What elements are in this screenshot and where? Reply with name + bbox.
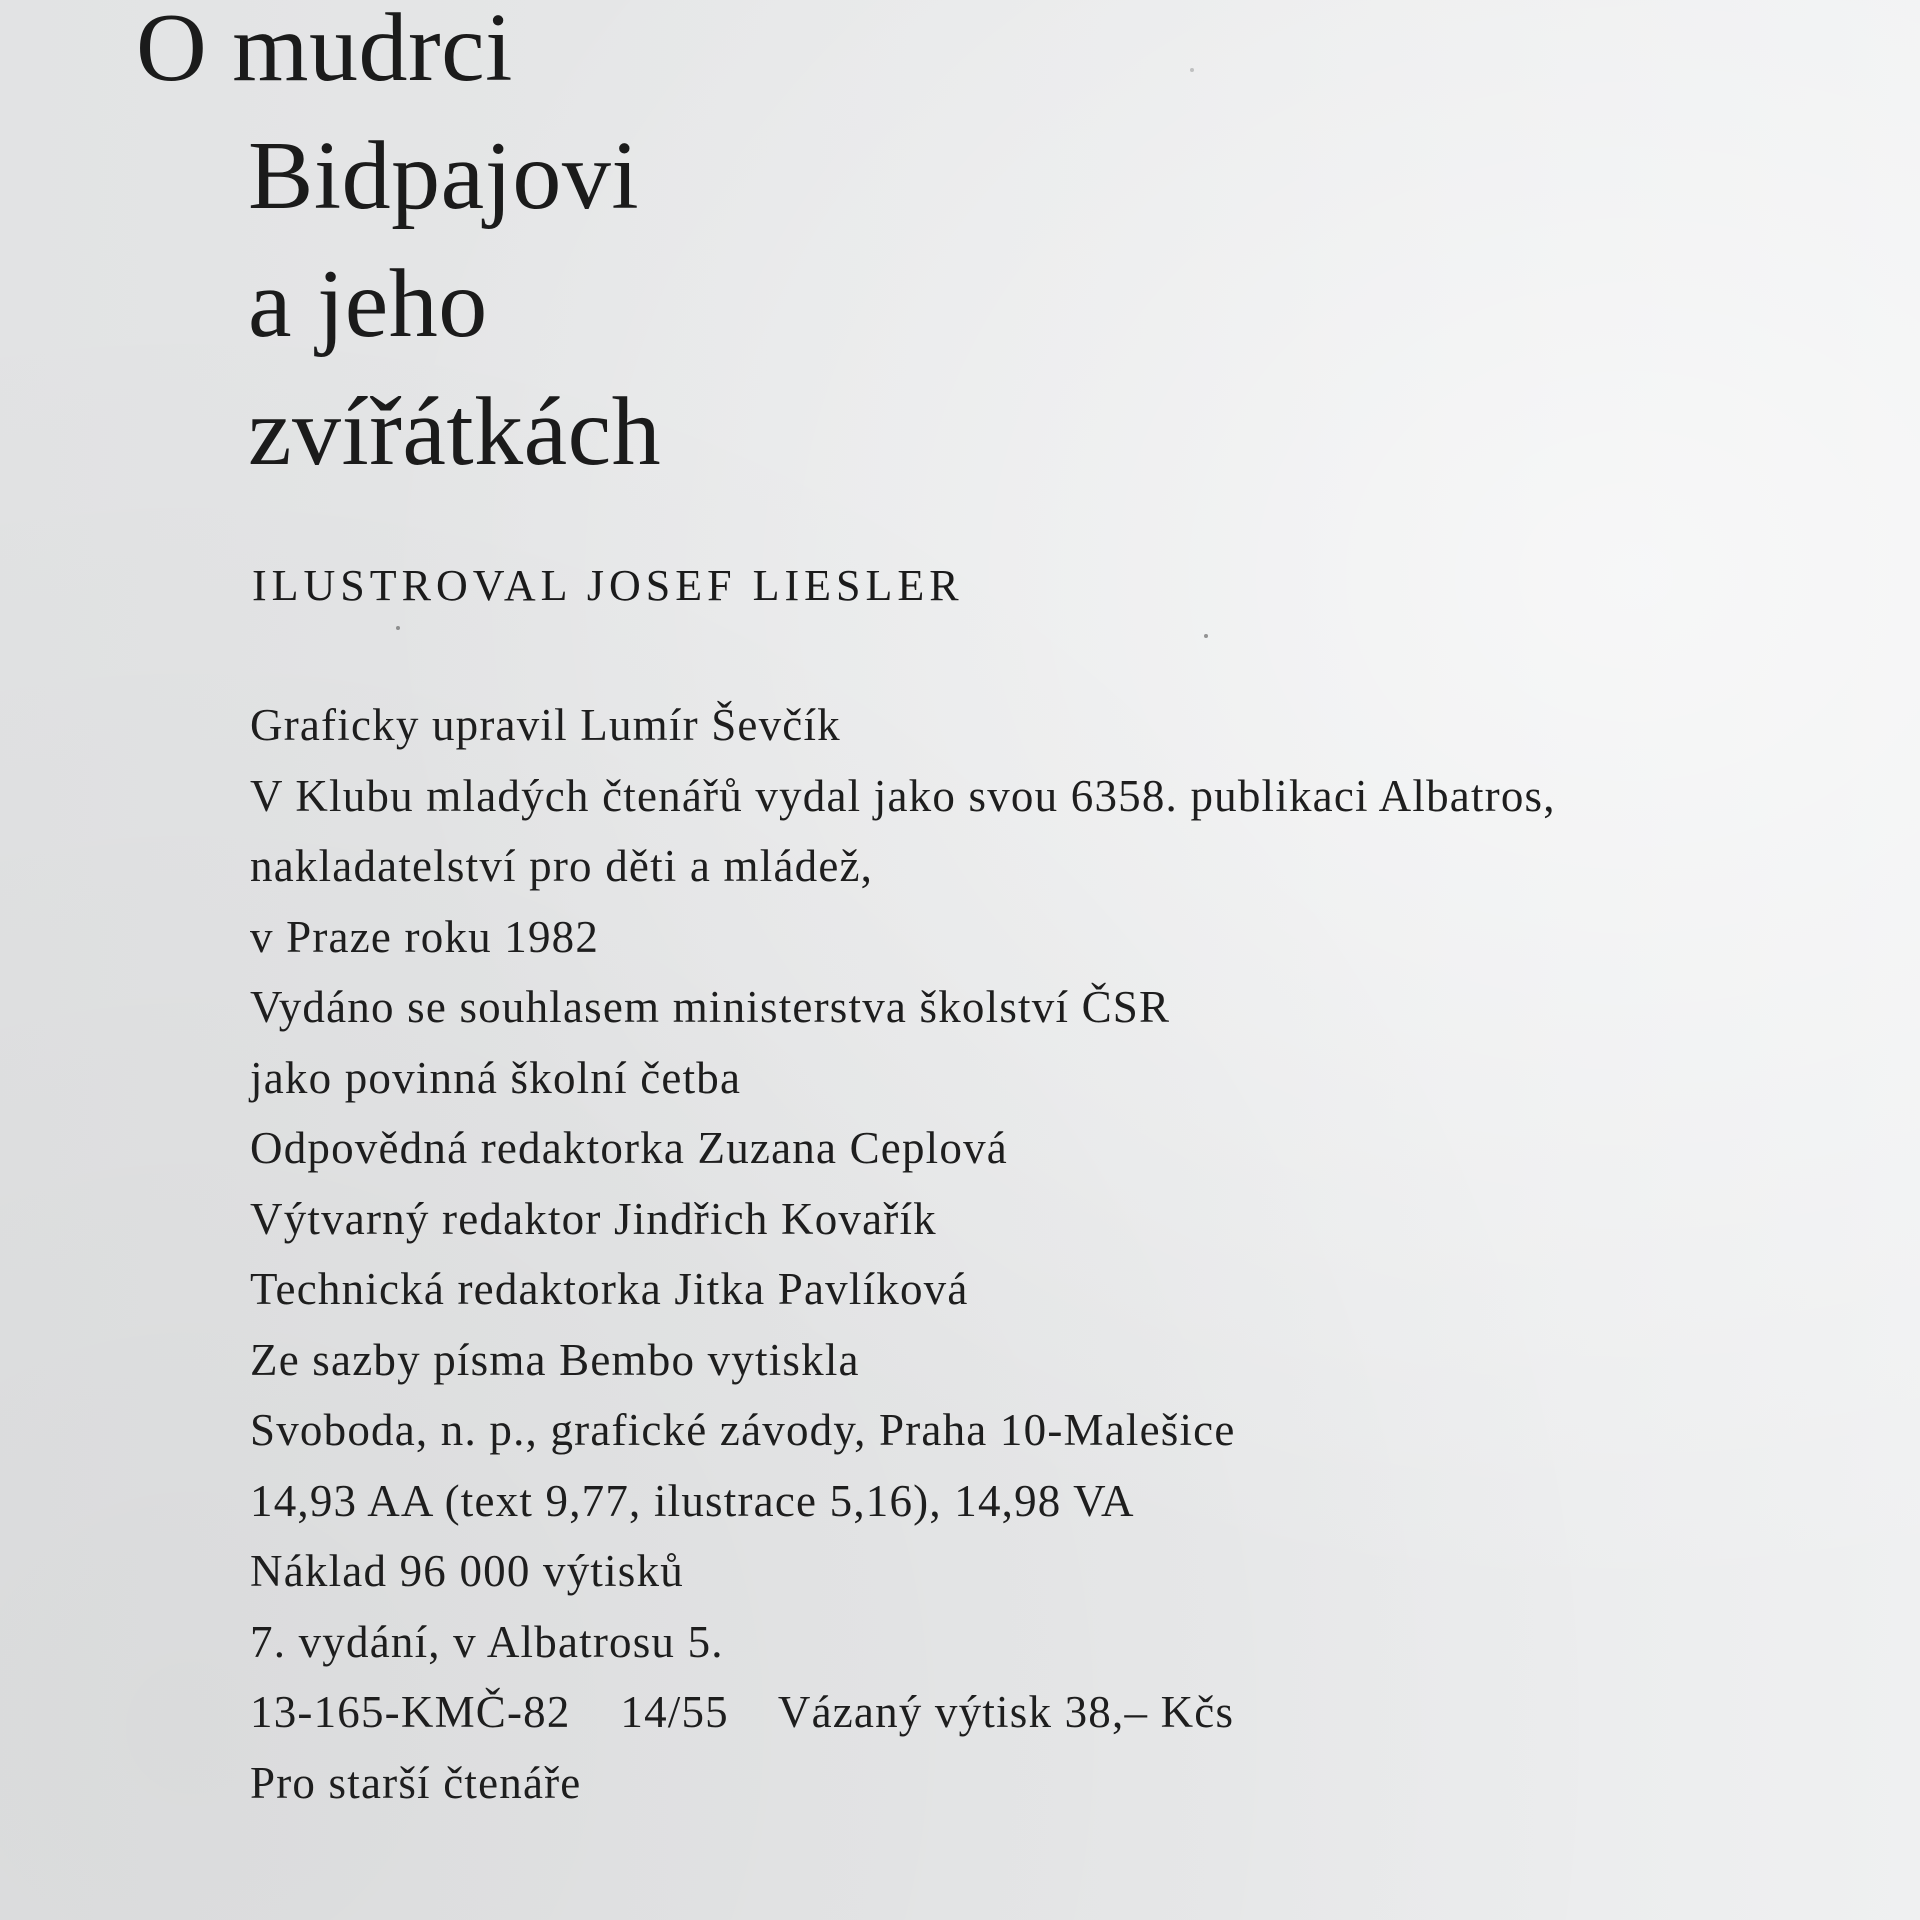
paper-speck — [1190, 68, 1194, 72]
paper-speck — [1204, 634, 1208, 638]
colophon — [250, 690, 1556, 1818]
colophon-line: Svoboda, n. p., grafické závody, Praha 10-Malešice — [250, 1405, 1236, 1455]
colophon-line: 14,93 AA (text 9,77, ilustrace 5,16), 14,98 VA — [250, 1475, 1135, 1526]
colophon-line: Pro starší čtenáře — [250, 1757, 582, 1808]
colophon-line: v Praze roku 1982 — [250, 911, 600, 962]
colophon-line: Ze sazby písma Bembo vytiskla — [250, 1334, 860, 1385]
title-line-1: O mudrci — [136, 0, 513, 102]
colophon-line: Vydáno se souhlasem ministerstva školství ČSR — [250, 982, 1171, 1032]
colophon-line: Graficky upravil Lumír Ševčík — [250, 700, 841, 750]
colophon-line: Náklad 96 000 výtisků — [250, 1546, 684, 1596]
title-line-3: a jeho — [248, 250, 488, 358]
colophon-line: Výtvarný redaktor Jindřich Kovařík — [250, 1193, 937, 1244]
colophon-line: nakladatelství pro děti a mládež, — [250, 841, 874, 891]
paper-speck — [396, 626, 400, 630]
colophon-line: Technická redaktorka Jitka Pavlíková — [250, 1264, 969, 1314]
colophon-line: jako povinná školní četba — [250, 1052, 742, 1103]
colophon-line: 13-165-KMČ-82 14/55 Vázaný výtisk 38,– Kčs — [250, 1687, 1235, 1737]
illustrator-credit: ILUSTROVAL JOSEF LIESLER — [252, 561, 964, 610]
colophon-line: Odpovědná redaktorka Zuzana Ceplová — [250, 1123, 1008, 1173]
colophon-line: 7. vydání, v Albatrosu 5. — [250, 1616, 724, 1667]
book-title — [136, 0, 661, 496]
colophon-line: V Klubu mladých čtenářů vydal jako svou 6358. publikaci Albatros, — [250, 770, 1556, 821]
title-line-2: Bidpajovi — [248, 122, 640, 230]
title-line-4: zvířátkách — [248, 378, 662, 486]
